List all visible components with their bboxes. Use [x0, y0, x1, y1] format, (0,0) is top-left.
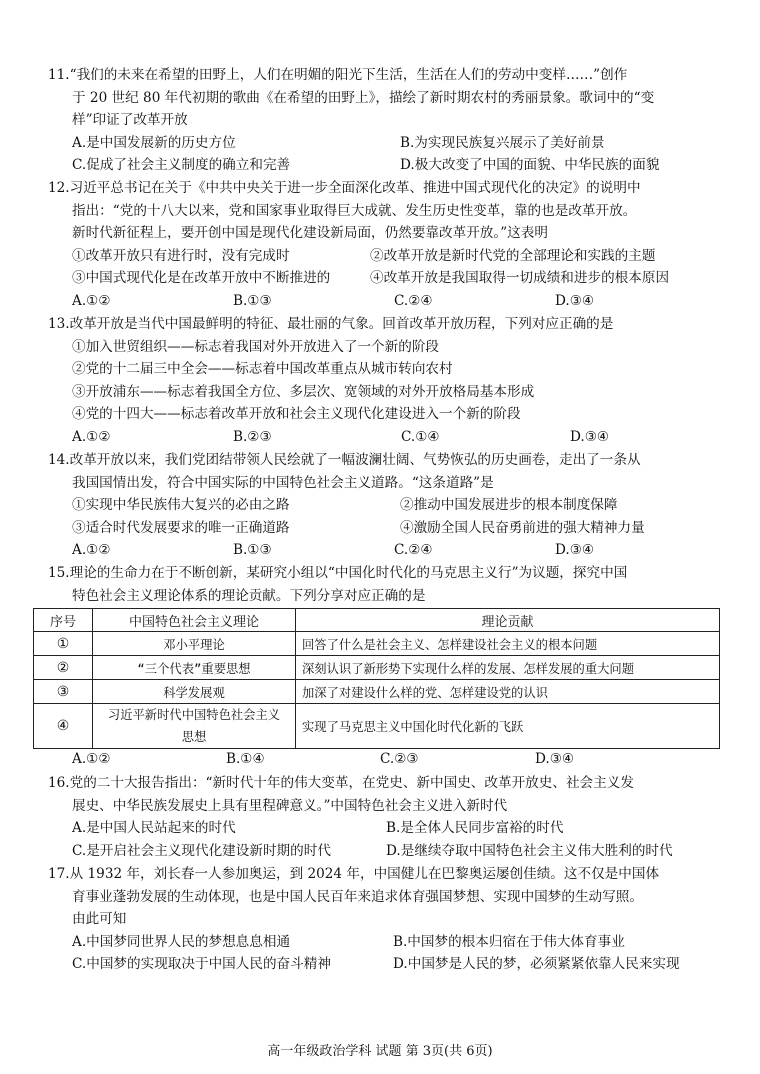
table-header-row: [34, 609, 720, 632]
option-d[interactable]: D.③④: [535, 751, 575, 767]
option-a[interactable]: A.是中国人民站起来的时代: [72, 820, 236, 836]
option-a[interactable]: A.①②: [72, 428, 111, 445]
option-b[interactable]: B.①③: [233, 542, 272, 558]
option-a[interactable]: A.①②: [72, 542, 111, 558]
option-b[interactable]: B.为实现民族复兴展示了美好前景: [400, 134, 605, 151]
question-15-options: [48, 748, 724, 771]
question-text: 于 20 世纪 80 年代初期的歌曲《在希望的田野上》，描绘了新时期农村的秀丽景象。歌词中的“变: [72, 89, 655, 106]
question-16: [48, 772, 724, 862]
table-cell: 实现了马克思主义中国化时代化新的飞跃: [296, 704, 720, 749]
option-c[interactable]: C.②④: [394, 542, 433, 558]
option-a[interactable]: A.①②: [72, 292, 111, 309]
question-text: 指出：“党的十八大以来，党和国家事业取得巨大成就、发生历史性变革，靠的也是改革开放。: [72, 202, 637, 219]
table-cell: 深刻认识了新形势下实现什么样的发展、怎样发展的重大问题: [296, 656, 720, 680]
statement: ③开放浦东——标志着我国全方位、多层次、宽领域的对外开放格局基本形成: [72, 383, 535, 400]
question-text: 12.习近平总书记在关于《中共中央关于进一步全面深化改革、推进中国式现代化的决定》的说明中: [48, 180, 641, 196]
option-b[interactable]: B.①④: [226, 751, 265, 767]
question-text: 新时代新征程上，要开创中国是现代化建设新局面，仍然要靠改革开放。”这表明: [72, 225, 548, 241]
table-cell: 科学发展观: [93, 680, 296, 704]
option-c[interactable]: C.中国梦的实现取决于中国人民的奋斗精神: [72, 956, 331, 972]
statement: ①改革开放只有进行时，没有完成时: [72, 247, 290, 264]
table-cell: ④: [34, 704, 93, 749]
option-b[interactable]: B.中国梦的根本归宿在于伟大体育事业: [393, 933, 625, 950]
theory-table: [33, 608, 720, 749]
option-d[interactable]: D.是继续夺取中国特色社会主义伟大胜利的时代: [386, 842, 673, 859]
option-b[interactable]: B.①③: [233, 292, 272, 309]
option-a[interactable]: A.中国梦同世界人民的梦想息息相通: [72, 933, 291, 950]
question-text: 育事业蓬勃发展的生动体现，也是中国人民百年来追求体育强国梦想、实现中国梦的生动写照。: [72, 888, 643, 905]
question-text: 由此可知: [72, 911, 127, 927]
table-cell: “三个代表”重要思想: [93, 656, 296, 680]
question-text: 特色社会主义理论体系的理论贡献。下列分享对应正确的是: [72, 587, 426, 604]
statement: ②推动中国发展进步的根本制度保障: [400, 497, 618, 513]
question-15: [48, 562, 724, 607]
question-text: 我国国情出发，符合中国实际的中国特色社会主义道路。“这条道路”是: [72, 474, 494, 491]
column-header: 理论贡献: [296, 609, 720, 632]
statement: ③中国式现代化是在改革开放中不断推进的: [72, 270, 331, 286]
table-row: [34, 632, 720, 656]
table-row: [34, 680, 720, 704]
table-cell: 邓小平理论: [93, 632, 296, 656]
question-text: 11.“我们的未来在希望的田野上，人们在明媚的阳光下生活，生活在人们的劳动中变样……”创作: [48, 67, 628, 83]
question-12: [48, 177, 724, 312]
table-cell: 习近平新时代中国特色社会主义思想: [93, 704, 296, 749]
statement: ①实现中华民族伟大复兴的必由之路: [72, 497, 290, 513]
option-d[interactable]: D.③④: [555, 292, 595, 309]
option-d[interactable]: D.③④: [555, 542, 595, 558]
statement: ②党的十二届三中全会——标志着中国改革重点从城市转向农村: [72, 361, 453, 377]
table-row: [34, 656, 720, 680]
table-cell: 加深了对建设什么样的党、怎样建设党的认识: [296, 680, 720, 704]
question-text: 展史、中华民族发展史上具有里程碑意义。”中国特色社会主义进入新时代: [72, 797, 508, 814]
question-text: 13.改革开放是当代中国最鲜明的特征、最壮丽的气象。回首改革开放历程，下列对应正确的是: [48, 316, 614, 332]
question-17: [48, 863, 724, 976]
statement: ②改革开放是新时代党的全部理论和实践的主题: [370, 247, 656, 264]
question-text: 14.改革开放以来，我们党团结带领人民绘就了一幅波澜壮阔、气势恢弘的历史画卷，走出了一条从: [48, 452, 641, 468]
table-cell: ①: [34, 632, 93, 656]
question-text: 16.党的二十大报告指出：“新时代十年的伟大变革，在党史、新中国史、改革开放史、社会主义发: [48, 775, 634, 791]
option-c[interactable]: C.①④: [401, 428, 440, 445]
table-cell: ②: [34, 656, 93, 680]
option-c[interactable]: C.②③: [380, 751, 419, 767]
question-13: [48, 313, 724, 448]
column-header: 中国特色社会主义理论: [93, 609, 296, 632]
option-b[interactable]: B.是全体人民同步富裕的时代: [386, 820, 564, 836]
option-d[interactable]: D.③④: [570, 428, 610, 445]
statement: ④改革开放是我国取得一切成绩和进步的根本原因: [370, 270, 670, 286]
option-a[interactable]: A.是中国发展新的历史方位: [72, 134, 236, 151]
page-footer: 高一年级政治学科 试题 第 3页(共 6页): [267, 1044, 493, 1059]
question-11: [48, 64, 724, 177]
question-text: 17.从 1932 年，刘长春一人参加奥运，到 2024 年，中国健儿在巴黎奥运屡创佳绩。这不仅是中国体: [48, 866, 660, 882]
option-d[interactable]: D.中国梦是人民的梦，必须紧紧依靠人民来实现: [393, 956, 680, 972]
question-text: 15.理论的生命力在于不断创新，某研究小组以“中国化时代化的马克思主义行”为议题，探究中国: [48, 565, 628, 581]
statement: ④党的十四大——标志着改革开放和社会主义现代化建设进入一个新的阶段: [72, 406, 521, 422]
statement: ③适合时代发展要求的唯一正确道路: [72, 519, 290, 536]
option-c[interactable]: C.②④: [394, 292, 433, 309]
statement: ①加入世贸组织——标志着我国对外开放进入了一个新的阶段: [72, 338, 440, 355]
table-row: [34, 704, 720, 749]
option-b[interactable]: B.②③: [233, 428, 272, 445]
option-a[interactable]: A.①②: [72, 751, 111, 767]
option-d[interactable]: D.极大改变了中国的面貌、中华民族的面貌: [400, 157, 660, 173]
table-cell: ③: [34, 680, 93, 704]
option-c[interactable]: C.促成了社会主义制度的确立和完善: [72, 157, 291, 173]
column-header: 序号: [34, 609, 93, 632]
option-c[interactable]: C.是开启社会主义现代化建设新时期的时代: [72, 842, 331, 859]
question-14: [48, 449, 724, 562]
table-cell: 回答了什么是社会主义、怎样建设社会主义的根本问题: [296, 632, 720, 656]
statement: ④激励全国人民奋勇前进的强大精神力量: [400, 519, 645, 536]
question-text: 样”印证了改革开放: [72, 112, 188, 128]
